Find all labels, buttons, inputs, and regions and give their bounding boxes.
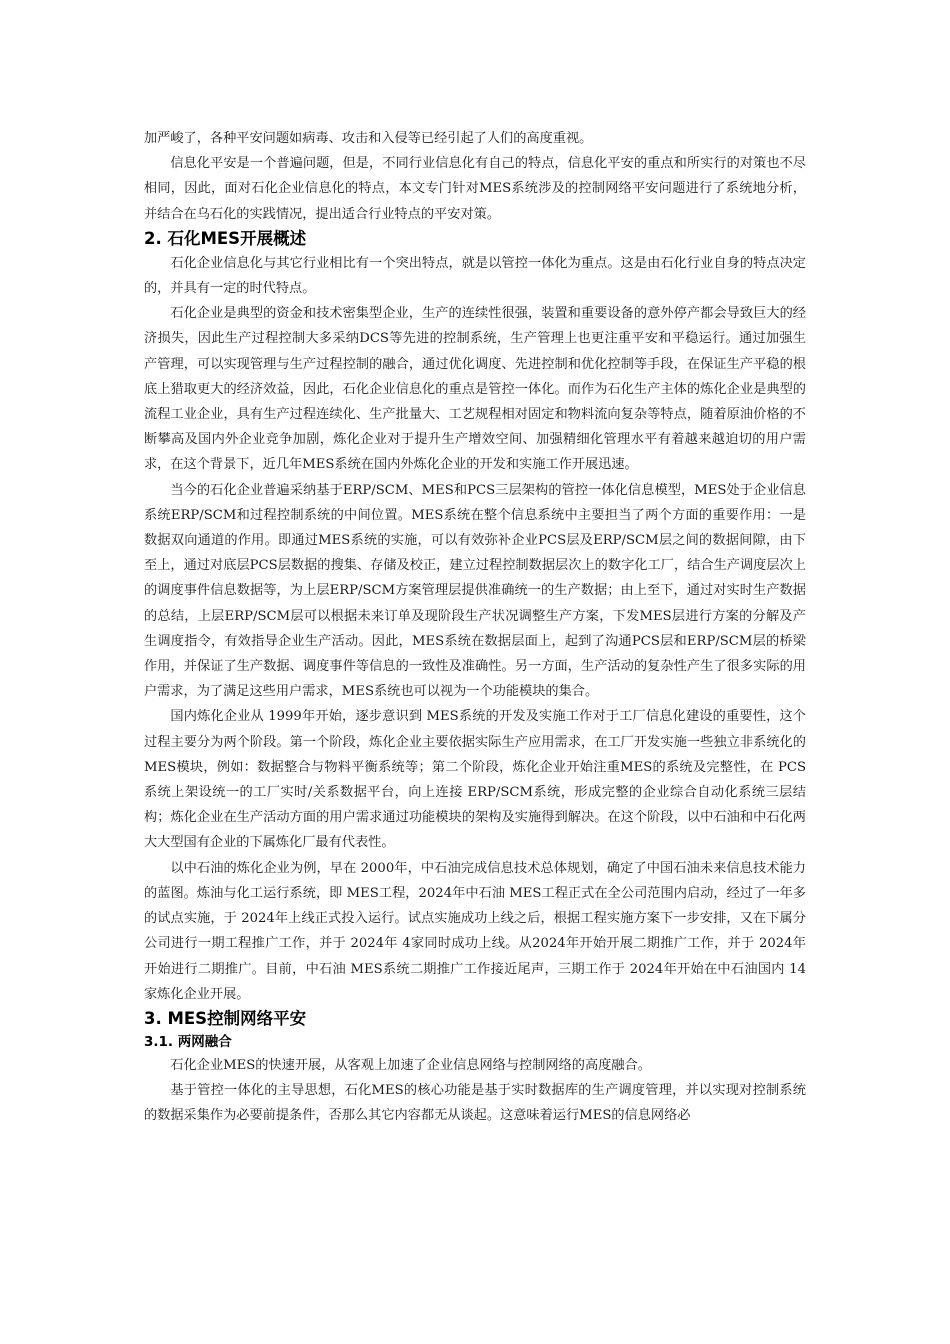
section-2-paragraph-3: 当今的石化企业普遍采纳基于ERP/SCM、MES和PCS三层架构的管控一体化信息模型，MES处于企业信息系统ERP/SCM和过程控制系统的中间位置。MES系统在整个信息系统中主要担当了两个方面的重要作用：一是数据双向通道的作用。即通过MES系统的实施，可以有效弥补企业PCS层及ERP/SCM层之间的数据间隙，由下至上，通过对底层PCS层数据的搜集、存储及校正，建立过程控制数据层次上的数字化工厂，结合生产调度层次上的调度事件信息数据等，为上层ERP/SCM方案管理层提供准确统一的生产数据；由上至下，通过对实时生产数据的总结，上层ERP/SCM层可以根据未来订单及现阶段生产状况调整生产方案，下发MES层进行方案的分解及产生调度指令，有效指导企业生产活动。因此，MES系统在数据层面上，起到了沟通PCS层和ERP/SCM层的桥梁作用，并保证了生产数据、调度事件等信息的一致性及准确性。另一方面，生产活动的复杂性产生了很多实际的用户需求，为了满足这些用户需求，MES系统也可以视为一个功能模块的集合。 [144, 482, 806, 700]
intro-paragraph-2: 信息化平安是一个普遍问题，但是，不同行业信息化有自己的特点，信息化平安的重点和所实行的对策也不尽相同，因此，面对石化企业信息化的特点，本文专门针对MES系统涉及的控制网络平安问题进行了系统地分析，并结合在乌石化的实践情况，提出适合行业特点的平安对策。 [144, 156, 806, 222]
document-body [144, 126, 806, 1129]
subsection-3-1-paragraph-2: 基于管控一体化的主导思想，石化MES的核心功能是基于实时数据库的生产调度管理，并以实现对控制系统的数据采集作为必要前提条件，否那么其它内容都无从谈起。这意味着运行MES的信息网络必 [144, 1083, 806, 1124]
section-2-heading: 2. 石化MES开展概述 [144, 228, 307, 248]
subsection-3-1-heading: 3.1. 两网融合 [144, 1033, 232, 1050]
section-2-paragraph-4: 国内炼化企业从 1999年开始，逐步意识到 MES系统的开发及实施工作对于工厂信息化建设的重要性，这个过程主要分为两个阶段。第一个阶段，炼化企业主要依据实际生产应用需求，在工厂开发实施一些独立非系统化的 MES模块，例如：数据整合与物料平衡系统等；第二个阶段，炼化企业开始注重MES的系统及完整性，在 PCS系统上架设统一的工厂实时/关系数据平台，向上连接 ERP/SCM系统，形成完整的企业综合自动化系统三层结构；炼化企业在生产活动方面的用户需求通过功能模块的架构及实施得到解决。在这个阶段，以中石油和中石化两大大型国有企业的下属炼化厂最有代表性。 [144, 709, 806, 851]
intro-paragraph-1: 加严峻了，各种平安问题如病毒、攻击和入侵等已经引起了人们的高度重视。 [144, 131, 593, 146]
section-3-heading: 3. MES控制网络平安 [144, 1008, 307, 1028]
section-2-paragraph-5: 以中石油的炼化企业为例，早在 2000年，中石油完成信息技术总体规划，确定了中国石油未来信息技术能力的蓝图。炼油与化工运行系统，即 MES工程，2024年中石油 MES工程正式在全公司范围内启动，经过了一年多的试点实施，于 2024年上线正式投入运行。试点实施成功上线之后，根据工程实施方案下一步安排，又在下属分公司进行一期工程推广工作，并于 2024年 4家同时成功上线。从2024年开始开展二期推广工作，并于 2024年开始进行二期推广。目前，中石油 MES系统二期推广工作接近尾声，三期工作于 2024年开始在中石油国内 14家炼化企业开展。 [144, 860, 806, 1002]
subsection-3-1-paragraph-1: 石化企业MES的快速开展，从客观上加速了企业信息网络与控制网络的高度融合。 [170, 1057, 651, 1073]
section-2-paragraph-1: 石化企业信息化与其它行业相比有一个突出特点，就是以管控一体化为重点。这是由石化行业自身的特点决定的，并具有一定的时代特点。 [144, 255, 806, 297]
section-2-paragraph-2: 石化企业是典型的资金和技术密集型企业，生产的连续性很强，装置和重要设备的意外停产都会导致巨大的经济损失，因此生产过程控制大多采纳DCS等先进的控制系统，生产管理上也更注重平安和平稳运行。通过加强生产管理，可以实现管理与生产过程控制的融合，通过优化调度、先进控制和优化控制等手段，在保证生产平稳的根底上猎取更大的经济效益，因此，石化企业信息化的重点是管控一体化。而作为石化生产主体的炼化企业是典型的流程工业企业，具有生产过程连续化、生产批量大、工艺规程相对固定和物料流向复杂等特点，随着原油价格的不断攀高及国内外企业竞争加剧，炼化企业对于提升生产增效空间、加强精细化管理水平有着越来越迫切的用户需求，在这个背景下，近几年MES系统在国内外炼化企业的开发和实施工作开展迅速。 [144, 306, 806, 473]
